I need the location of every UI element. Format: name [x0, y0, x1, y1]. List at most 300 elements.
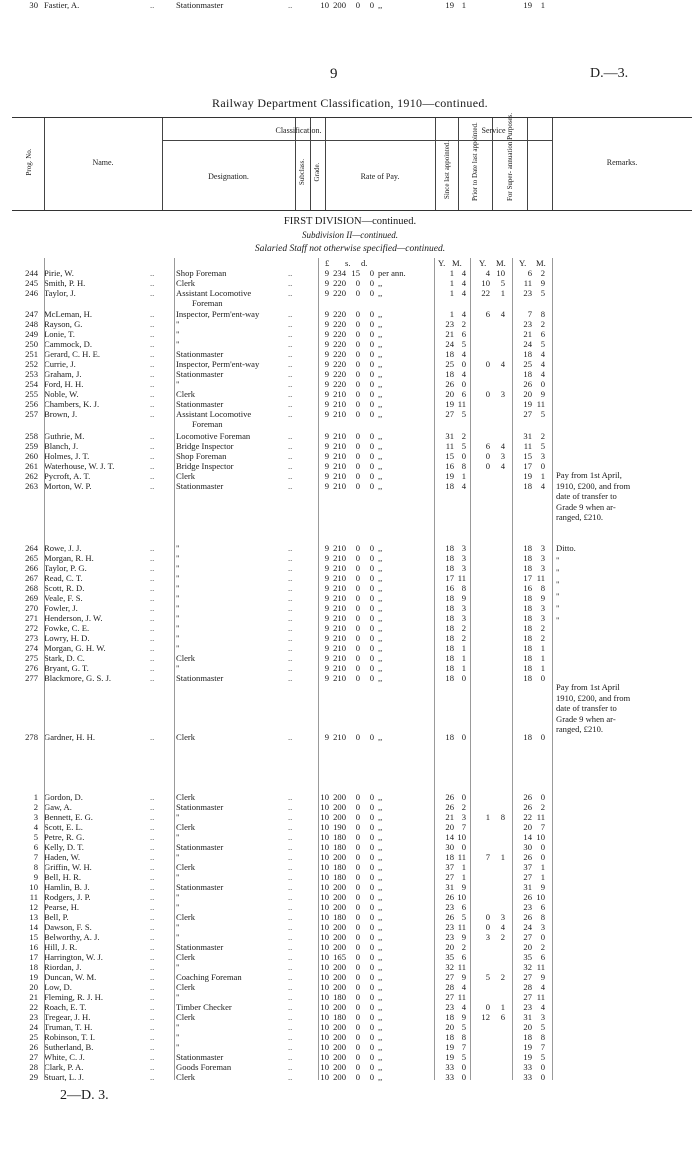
leader-dots: ..: [150, 1002, 155, 1012]
cell-s: 0: [355, 1032, 360, 1042]
leader-dots: ..: [288, 603, 293, 613]
cell-grade: 9: [324, 732, 329, 742]
cell-y3: 32: [523, 962, 532, 972]
cell-name: Morgan, G. H. W.: [44, 643, 106, 653]
cell-m3: 4: [540, 369, 545, 379]
cell-y1: 23: [445, 902, 454, 912]
cell-y3: 18: [523, 481, 532, 491]
table-row-continuation: [0, 298, 700, 309]
cell-y3: 23: [523, 1002, 532, 1012]
cell-y3: 19: [523, 1052, 532, 1062]
leader-dots: ..: [288, 613, 293, 623]
cell-per: ,,: [378, 663, 383, 673]
cell-y1: 18: [445, 481, 454, 491]
cell-name: Fowke, C. E.: [44, 623, 90, 633]
cell-l: 200: [333, 1002, 346, 1012]
leader-dots: ..: [150, 1052, 155, 1062]
cell-name: Tregear, J. H.: [44, 1012, 91, 1022]
cell-l: 210: [333, 663, 346, 673]
cell-m1: 4: [461, 268, 466, 278]
cell-s: 0: [355, 732, 360, 742]
cell-y2: 22: [481, 288, 490, 298]
cell-desig: ": [176, 563, 180, 573]
cell-desig: Stationmaster: [176, 842, 224, 852]
cell-no: 276: [25, 663, 38, 673]
cell-desig: ": [176, 852, 180, 862]
leader-dots: ..: [150, 613, 155, 623]
cell-per: ,,: [378, 792, 383, 802]
cell-y3: 25: [523, 359, 532, 369]
leader-dots: ..: [288, 822, 293, 832]
cell-l: 220: [333, 349, 346, 359]
cell-grade: 9: [324, 461, 329, 471]
cell-per: ,,: [378, 399, 383, 409]
cell-m1: 9: [461, 882, 466, 892]
leader-dots: ..: [288, 962, 293, 972]
cell-desig: Coaching Foreman: [176, 972, 242, 982]
column-rule: [512, 258, 513, 1080]
cell-no: 246: [25, 288, 38, 298]
division-heading: FIRST DIVISION—continued.: [283, 216, 417, 227]
cell-no: 17: [29, 952, 38, 962]
cell-m3: 0: [540, 379, 545, 389]
cell-s: 0: [355, 802, 360, 812]
cell-name: Riordan, J.: [44, 962, 82, 972]
cell-desig: Stationmaster: [176, 802, 224, 812]
cell-s: 0: [355, 593, 360, 603]
unit-pounds: £: [325, 258, 330, 268]
cell-l: 220: [333, 319, 346, 329]
cell-s: 0: [355, 441, 360, 451]
cell-l: 210: [333, 553, 346, 563]
leader-dots: ..: [150, 461, 155, 471]
cell-m2: 4: [500, 922, 505, 932]
cell-d: 0: [369, 912, 374, 922]
cell-y1: 20: [445, 822, 454, 832]
cell-y1: 19: [445, 1052, 454, 1062]
cell-m2: 2: [500, 972, 505, 982]
cell-per: ,,: [378, 288, 383, 298]
cell-per: ,,: [378, 902, 383, 912]
cell-grade: 10: [320, 892, 329, 902]
cell-m1: 11: [457, 922, 466, 932]
cell-s: 0: [355, 471, 360, 481]
leader-dots: ..: [150, 319, 155, 329]
cell-m1: 5: [461, 441, 466, 451]
cell-l: 210: [333, 389, 346, 399]
cell-name: Harrington, W. J.: [44, 952, 103, 962]
unit-months: M.: [452, 258, 462, 268]
cell-y1: 18: [445, 653, 454, 663]
cell-m3: 2: [540, 319, 545, 329]
cell-l: 200: [333, 972, 346, 982]
cell-d: 0: [369, 812, 374, 822]
cell-s: 0: [355, 1052, 360, 1062]
leader-dots: ..: [288, 922, 293, 932]
cell-desig: Clerk: [176, 822, 196, 832]
cell-l: 180: [333, 832, 346, 842]
cell-m3: 3: [540, 563, 545, 573]
cell-per: ,,: [378, 992, 383, 1002]
cell-y3: 30: [523, 842, 532, 852]
leader-dots: ..: [150, 673, 155, 683]
cell-s: 0: [355, 1012, 360, 1022]
cell-y1: 27: [445, 972, 454, 982]
cell-desig: Stationmaster: [176, 0, 224, 10]
cell-m3: 11: [536, 992, 545, 1002]
cell-m2: 4: [500, 461, 505, 471]
leader-dots: ..: [150, 732, 155, 742]
cell-d: 0: [369, 922, 374, 932]
cell-desig: Clerk: [176, 1012, 196, 1022]
cell-per: ,,: [378, 1052, 383, 1062]
cell-grade: 10: [320, 922, 329, 932]
cell-l: 210: [333, 431, 346, 441]
cell-y1: 19: [445, 471, 454, 481]
cell-d: 0: [369, 573, 374, 583]
cell-y1: 28: [445, 982, 454, 992]
leader-dots: ..: [288, 942, 293, 952]
leader-dots: ..: [150, 0, 155, 10]
cell-m3: 0: [540, 842, 545, 852]
remark-line: Grade 9 when ar-: [556, 501, 616, 512]
cell-l: 190: [333, 822, 346, 832]
cell-s: 0: [355, 319, 360, 329]
leader-dots: ..: [150, 543, 155, 553]
cell-s: 0: [355, 553, 360, 563]
cell-s: 0: [355, 389, 360, 399]
cell-d: 0: [369, 409, 374, 419]
cell-y1: 26: [445, 892, 454, 902]
cell-desig: Clerk: [176, 389, 196, 399]
leader-dots: ..: [150, 1022, 155, 1032]
cell-m1: 1: [461, 653, 466, 663]
cell-name: Lowry, H. D.: [44, 633, 90, 643]
leader-dots: ..: [288, 329, 293, 339]
cell-l: 210: [333, 593, 346, 603]
leader-dots: ..: [288, 1072, 293, 1082]
cell-grade: 9: [324, 563, 329, 573]
cell-grade: 10: [320, 902, 329, 912]
cell-m2: 4: [500, 441, 505, 451]
cell-m3: 0: [540, 852, 545, 862]
cell-y1: 18: [445, 349, 454, 359]
leader-dots: ..: [150, 553, 155, 563]
table-row: [0, 0, 700, 11]
cell-desig: ": [176, 633, 180, 643]
cell-desig-continued: Foreman: [192, 419, 223, 429]
cell-grade: 10: [320, 982, 329, 992]
remark-ditto-mark: ": [556, 591, 560, 601]
cell-m1: 4: [461, 1002, 466, 1012]
cell-grade: 10: [320, 952, 329, 962]
cell-name: Stuart, L. J.: [44, 1072, 84, 1082]
cell-m1: 1: [461, 663, 466, 673]
cell-no: 25: [29, 1032, 38, 1042]
table-row-continuation: [0, 419, 700, 430]
cell-name: Morton, W. P.: [44, 481, 92, 491]
cell-l: 210: [333, 613, 346, 623]
cell-no: 2: [33, 802, 38, 812]
cell-name: Lonie, T.: [44, 329, 75, 339]
cell-per: ,,: [378, 0, 383, 10]
cell-per: ,,: [378, 339, 383, 349]
cell-y2: 4: [485, 268, 490, 278]
cell-no: 1: [33, 792, 38, 802]
cell-l: 200: [333, 1052, 346, 1062]
cell-l: 200: [333, 0, 346, 10]
cell-desig: Inspector, Perm'ent-way: [176, 309, 260, 319]
cell-s: 0: [355, 1022, 360, 1032]
cell-d: 0: [369, 593, 374, 603]
cell-desig: ": [176, 932, 180, 942]
remark-line: Pay from 1st April: [556, 682, 620, 692]
cell-grade: 9: [324, 399, 329, 409]
leader-dots: ..: [150, 643, 155, 653]
cell-m3: 2: [540, 942, 545, 952]
cell-d: 0: [369, 822, 374, 832]
cell-y1: 27: [445, 872, 454, 882]
cell-d: 0: [369, 583, 374, 593]
cell-name: Haden, W.: [44, 852, 81, 862]
cell-name: Brown, J.: [44, 409, 78, 419]
cell-m2: 4: [500, 359, 505, 369]
cell-m1: 5: [461, 409, 466, 419]
header-subclass: Subclass.: [298, 158, 306, 186]
cell-y1: 18: [445, 369, 454, 379]
cell-no: 24: [29, 1022, 38, 1032]
cell-m3: 10: [536, 832, 545, 842]
cell-y3: 17: [523, 573, 532, 583]
cell-grade: 9: [324, 481, 329, 491]
leader-dots: ..: [288, 663, 293, 673]
cell-y3: 20: [523, 822, 532, 832]
cell-m2: 10: [496, 268, 505, 278]
cell-s: 0: [355, 1002, 360, 1012]
leader-dots: ..: [150, 603, 155, 613]
cell-d: 0: [369, 288, 374, 298]
cell-m3: 11: [536, 962, 545, 972]
cell-y1: 23: [445, 932, 454, 942]
cell-m3: 11: [536, 399, 545, 409]
cell-m3: 0: [540, 673, 545, 683]
cell-m3: 2: [540, 802, 545, 812]
column-rule: [470, 258, 471, 1080]
cell-grade: 10: [320, 872, 329, 882]
cell-s: 0: [355, 892, 360, 902]
page-footer: 2—D. 3.: [60, 1088, 109, 1103]
remark-line: ranged, £210.: [556, 512, 604, 522]
cell-no: 278: [25, 732, 38, 742]
leader-dots: ..: [288, 573, 293, 583]
cell-m1: 0: [461, 359, 466, 369]
cell-y3: 16: [523, 583, 532, 593]
cell-s: 0: [355, 379, 360, 389]
cell-grade: 10: [320, 992, 329, 1002]
cell-y3: 37: [523, 862, 532, 872]
cell-m1: 5: [461, 339, 466, 349]
cell-s: 0: [355, 543, 360, 553]
cell-y3: 18: [523, 563, 532, 573]
cell-y1: 19: [445, 399, 454, 409]
cell-desig: ": [176, 872, 180, 882]
cell-desig: Goods Foreman: [176, 1062, 232, 1072]
cell-name: Kelly, D. T.: [44, 842, 84, 852]
cell-grade: 9: [324, 349, 329, 359]
cell-per: per ann.: [378, 268, 406, 278]
cell-per: ,,: [378, 892, 383, 902]
header-remarks: Remarks.: [606, 158, 638, 167]
cell-m1: 7: [461, 822, 466, 832]
cell-d: 0: [369, 663, 374, 673]
cell-y3: 28: [523, 982, 532, 992]
cell-y3: 31: [523, 431, 532, 441]
header-rate: Rate of Pay.: [360, 172, 400, 181]
cell-d: 0: [369, 1042, 374, 1052]
cell-s: 0: [355, 1072, 360, 1082]
cell-d: 0: [369, 892, 374, 902]
cell-m1: 2: [461, 623, 466, 633]
cell-y3: 27: [523, 409, 532, 419]
cell-desig: ": [176, 643, 180, 653]
cell-m1: 7: [461, 1042, 466, 1052]
cell-m1: 10: [457, 832, 466, 842]
cell-d: 0: [369, 1052, 374, 1062]
cell-no: 244: [25, 268, 38, 278]
cell-m1: 6: [461, 329, 466, 339]
remark-ditto-mark: ": [556, 555, 560, 565]
cell-y3: 18: [523, 553, 532, 563]
cell-desig: Inspector, Perm'ent-way: [176, 359, 260, 369]
cell-name: Petre, R. G.: [44, 832, 85, 842]
cell-no: 261: [25, 461, 38, 471]
cell-no: 23: [29, 1012, 38, 1022]
cell-m2: 1: [500, 1002, 505, 1012]
cell-grade: 10: [320, 822, 329, 832]
cell-grade: 9: [324, 379, 329, 389]
cell-grade: 9: [324, 471, 329, 481]
cell-grade: 10: [320, 1032, 329, 1042]
cell-name: Rayson, G.: [44, 319, 83, 329]
cell-per: ,,: [378, 1042, 383, 1052]
cell-l: 210: [333, 732, 346, 742]
cell-per: ,,: [378, 359, 383, 369]
cell-name: Robinson, T. I.: [44, 1032, 96, 1042]
cell-desig: ": [176, 543, 180, 553]
cell-m3: 7: [540, 1042, 545, 1052]
leader-dots: ..: [150, 902, 155, 912]
leader-dots: ..: [288, 812, 293, 822]
cell-name: Low, D.: [44, 982, 72, 992]
leader-dots: ..: [288, 1052, 293, 1062]
cell-y1: 18: [445, 543, 454, 553]
cell-m1: 2: [461, 942, 466, 952]
leader-dots: ..: [288, 471, 293, 481]
unit-shillings: s.: [345, 258, 351, 268]
cell-desig: ": [176, 339, 180, 349]
leader-dots: ..: [288, 451, 293, 461]
cell-m3: 6: [540, 329, 545, 339]
cell-no: 29: [29, 1072, 38, 1082]
cell-y1: 18: [445, 1032, 454, 1042]
cell-no: 271: [25, 613, 38, 623]
cell-y3: 18: [523, 643, 532, 653]
cell-m1: 2: [461, 431, 466, 441]
cell-s: 0: [355, 862, 360, 872]
unit-years: Y.: [438, 258, 446, 268]
cell-per: ,,: [378, 862, 383, 872]
leader-dots: ..: [288, 441, 293, 451]
cell-grade: 9: [324, 359, 329, 369]
cell-desig: ": [176, 992, 180, 1002]
cell-y1: 17: [445, 573, 454, 583]
cell-l: 210: [333, 573, 346, 583]
leader-dots: ..: [150, 962, 155, 972]
cell-no: 258: [25, 431, 38, 441]
cell-name: Henderson, J. W.: [44, 613, 103, 623]
leader-dots: ..: [150, 802, 155, 812]
leader-dots: ..: [288, 369, 293, 379]
cell-l: 210: [333, 409, 346, 419]
cell-desig: ": [176, 593, 180, 603]
cell-no: 273: [25, 633, 38, 643]
cell-y1: 25: [445, 359, 454, 369]
cell-y3: 26: [523, 912, 532, 922]
cell-name: Bell, P.: [44, 912, 69, 922]
cell-y3: 23: [523, 288, 532, 298]
cell-m3: 6: [540, 952, 545, 962]
leader-dots: ..: [288, 643, 293, 653]
cell-y3: 26: [523, 852, 532, 862]
unit-pence: d.: [361, 258, 368, 268]
cell-s: 0: [355, 339, 360, 349]
cell-l: 210: [333, 461, 346, 471]
cell-m3: 5: [540, 288, 545, 298]
cell-s: 0: [355, 409, 360, 419]
cell-s: 0: [355, 309, 360, 319]
leader-dots: ..: [150, 288, 155, 298]
cell-y3: 18: [523, 663, 532, 673]
cell-l: 210: [333, 583, 346, 593]
cell-s: 0: [355, 822, 360, 832]
cell-y3: 18: [523, 369, 532, 379]
cell-desig: ": [176, 902, 180, 912]
cell-s: 0: [355, 962, 360, 972]
cell-m3: 5: [540, 1022, 545, 1032]
leader-dots: ..: [288, 732, 293, 742]
unit-years: Y.: [519, 258, 527, 268]
cell-l: 180: [333, 1012, 346, 1022]
cell-desig: Clerk: [176, 792, 196, 802]
cell-l: 180: [333, 992, 346, 1002]
cell-y1: 16: [445, 583, 454, 593]
cell-m3: 0: [540, 932, 545, 942]
cell-y1: 26: [445, 792, 454, 802]
cell-y2: 0: [485, 389, 490, 399]
cell-s: 0: [355, 922, 360, 932]
cell-s: 0: [355, 882, 360, 892]
leader-dots: ..: [288, 872, 293, 882]
cell-grade: 9: [324, 553, 329, 563]
leader-dots: ..: [150, 481, 155, 491]
cell-grade: 10: [320, 862, 329, 872]
cell-l: 200: [333, 1022, 346, 1032]
cell-y1: 24: [445, 339, 454, 349]
cell-d: 0: [369, 471, 374, 481]
cell-y1: 19: [445, 1042, 454, 1052]
table-row: [0, 1072, 700, 1083]
cell-s: 0: [355, 952, 360, 962]
